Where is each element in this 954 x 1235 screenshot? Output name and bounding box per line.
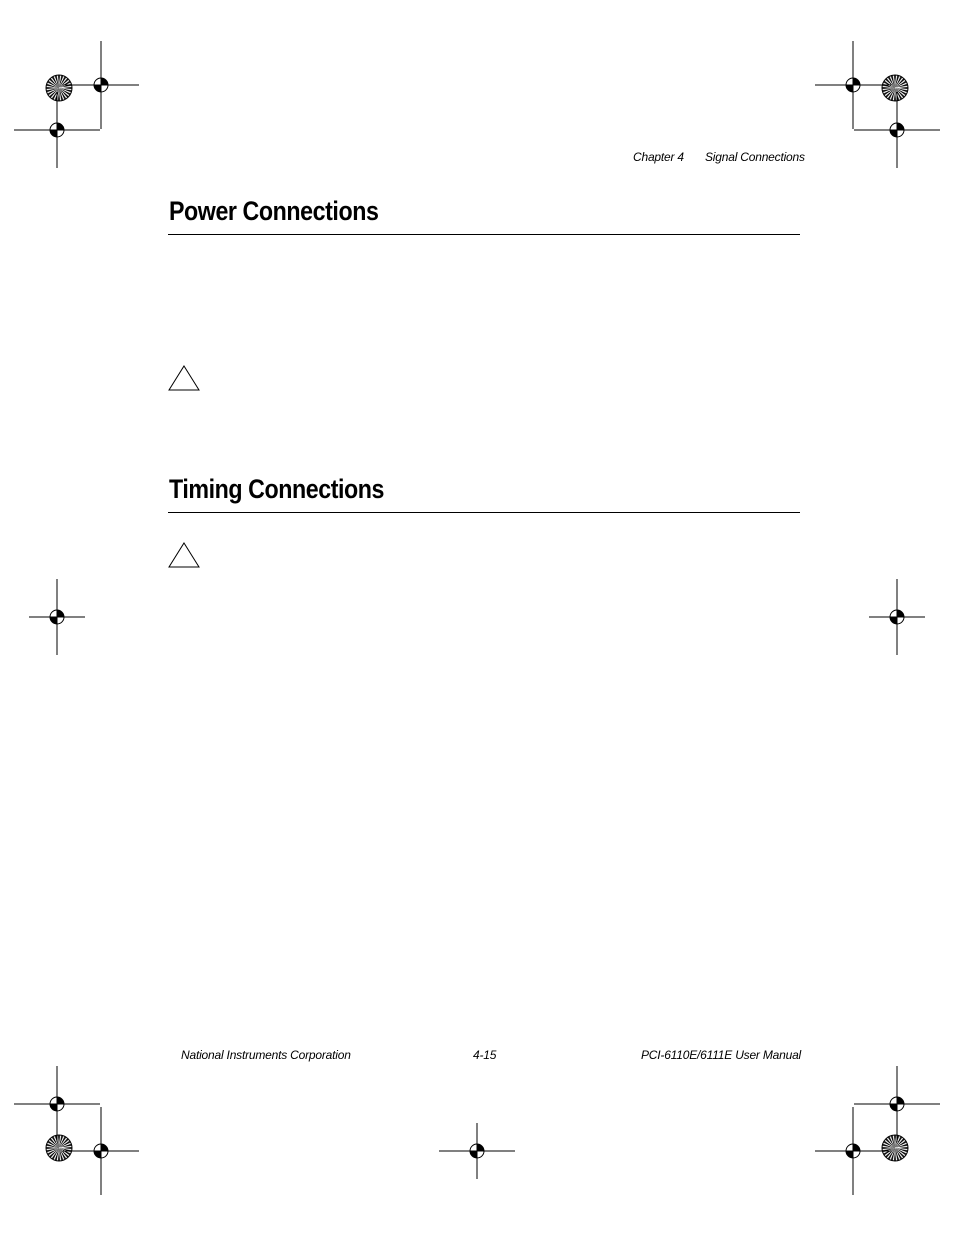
- header-chapter: Chapter 4: [633, 150, 684, 164]
- section-rule: [168, 512, 800, 513]
- registration-crosshair-icon: [439, 1123, 515, 1179]
- section-title-timing: Timing Connections: [169, 474, 385, 504]
- registration-crosshair-icon: [854, 92, 940, 168]
- caution-icon: [168, 365, 200, 391]
- section-rule: [168, 234, 800, 235]
- footer-page-number: 4-15: [473, 1048, 497, 1062]
- registration-crosshair-icon: [815, 1107, 891, 1195]
- registration-crosshair-icon: [63, 1107, 139, 1195]
- footer-manual-title: PCI-6110E/6111E User Manual: [641, 1048, 802, 1062]
- registration-crosshair-icon: [29, 579, 85, 655]
- section-title-power: Power Connections: [169, 196, 379, 226]
- registration-crosshair-icon: [14, 92, 100, 168]
- caution-icon: [168, 542, 200, 568]
- footer-publisher: National Instruments Corporation: [181, 1048, 351, 1062]
- header-section: Signal Connections: [705, 150, 805, 164]
- registration-crosshair-icon: [869, 579, 925, 655]
